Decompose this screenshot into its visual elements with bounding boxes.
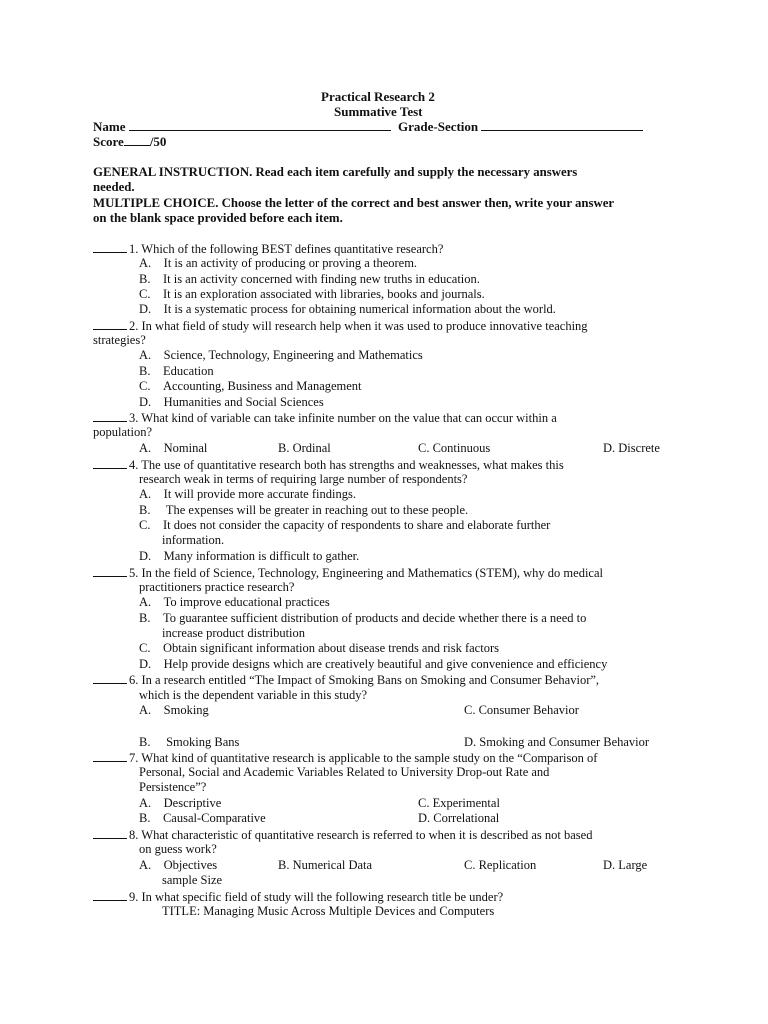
q1-choice-c: C. It is an exploration associated with libraries, books and journals. [139,287,485,301]
question-4 [93,457,564,473]
score-label: Score [93,134,124,149]
question-2 [93,318,588,334]
question-1-stem: 1. Which of the following BEST defines quantitative research? [129,242,444,256]
score-row [93,134,166,149]
q8-choice-b: B. Numerical Data [278,858,373,872]
question-9-title: TITLE: Managing Music Across Multiple Devices and Computers [162,904,495,918]
q5-choice-c: C. Obtain significant information about disease trends and risk factors [139,641,499,655]
question-3-stem-cont: population? [93,425,153,439]
question-2-stem: 2. In what field of study will research help when it was used to produce innovative teaching [129,319,588,333]
q4-choice-a: A. It will provide more accurate findings. [139,487,356,501]
q3-choice-a: A. Nominal [139,441,208,455]
q4-choice-c-cont: information. [162,533,225,547]
q1-choice-b: B. It is an activity concerned with finding new truths in education. [139,272,480,286]
question-3-stem: 3. What kind of variable can take infinite number on the value that can occur within a [129,411,557,425]
question-5 [93,565,603,581]
answer-blank-7[interactable] [93,750,127,762]
q4-choice-c: C. It does not consider the capacity of respondents to share and elaborate further [139,518,551,532]
name-label: Name [93,119,126,134]
question-8-stem: 8. What characteristic of quantitative research is referred to when it is described as not based [129,828,593,842]
multiple-choice-instruction: MULTIPLE CHOICE. Choose the letter of the correct and best answer then, write your answer [93,196,615,210]
answer-blank-6[interactable] [93,672,127,684]
question-8-stem-cont: on guess work? [139,842,217,856]
q7-choice-c: C. Experimental [418,796,500,810]
q5-choice-d: D. Help provide designs which are creatively beautiful and give convenience and efficiency [139,657,608,671]
question-7-stem-cont2: Persistence”? [139,780,207,794]
q6-choice-c: C. Consumer Behavior [464,703,579,717]
question-5-stem-cont: practitioners practice research? [139,580,295,594]
q7-choice-a: A. Descriptive [139,796,222,810]
question-4-stem-cont: research weak in terms of requiring large number of respondents? [139,472,468,486]
question-1 [93,241,443,257]
question-7-stem-cont: Personal, Social and Academic Variables Related to University Drop-out Rate and [139,765,550,779]
test-title: Practical Research 2 [321,89,435,104]
question-5-stem: 5. In the field of Science, Technology, Engineering and Mathematics (STEM), why do medical [129,566,603,580]
q6-choice-a: A. Smoking [139,703,209,717]
question-8 [93,827,592,843]
question-9 [93,889,503,905]
q2-choice-c: C. Accounting, Business and Management [139,379,362,393]
question-7 [93,750,597,766]
test-subtitle: Summative Test [334,104,423,119]
general-instruction: GENERAL INSTRUCTION. Read each item carefully and supply the necessary answers [93,165,578,179]
question-9-stem: 9. In what specific field of study will the following research title be under? [129,890,504,904]
general-instruction-cont: needed. [93,180,135,194]
q1-choice-a: A. It is an activity of producing or proving a theorem. [139,256,418,270]
q4-choice-d: D. Many information is difficult to gather. [139,549,360,563]
question-6-stem: 6. In a research entitled “The Impact of Smoking Bans on Smoking and Consumer Behavior”, [129,673,600,687]
answer-blank-2[interactable] [93,318,127,330]
q3-choice-c: C. Continuous [418,441,491,455]
question-6-stem-cont: which is the dependent variable in this study? [139,688,368,702]
question-7-stem: 7. What kind of quantitative research is applicable to the sample study on the “Comparison of [129,751,598,765]
q1-choice-d: D. It is a systematic process for obtaining numerical information about the world. [139,302,556,316]
q4-choice-b: B. The expenses will be greater in reaching out to these people. [139,503,469,517]
answer-blank-5[interactable] [93,565,127,577]
q8-choice-a: A. Objectives [139,858,218,872]
answer-blank-1[interactable] [93,241,127,253]
q5-choice-b-cont: increase product distribution [162,626,306,640]
q6-choice-d: D. Smoking and Consumer Behavior [464,735,650,749]
q3-choice-b: B. Ordinal [278,441,331,455]
question-2-stem-cont: strategies? [93,333,146,347]
q6-choice-b: B. Smoking Bans [139,735,240,749]
q2-choice-b: B. Education [139,364,214,378]
q3-choice-d: D. Discrete [603,441,660,455]
q2-choice-a: A. Science, Technology, Engineering and Mathematics [139,348,423,362]
score-total: /50 [149,134,167,149]
q8-choice-c: C. Replication [464,858,537,872]
q5-choice-a: A. To improve educational practices [139,595,330,609]
score-blank[interactable] [124,134,150,146]
answer-blank-9[interactable] [93,889,127,901]
question-6 [93,672,599,688]
answer-blank-8[interactable] [93,827,127,839]
q7-choice-b: B. Causal-Comparative [139,811,266,825]
question-4-stem: 4. The use of quantitative research both has strengths and weaknesses, what makes this [129,458,564,472]
grade-section-blank[interactable] [481,119,643,131]
q7-choice-d: D. Correlational [418,811,500,825]
answer-blank-3[interactable] [93,410,127,422]
name-row [93,119,643,134]
q2-choice-d: D. Humanities and Social Sciences [139,395,324,409]
grade-section-label: Grade-Section [398,119,479,134]
multiple-choice-instruction-cont: on the blank space provided before each item. [93,211,343,225]
question-3 [93,410,557,426]
q8-choice-d-cont: sample Size [162,873,223,887]
q5-choice-b: B. To guarantee sufficient distribution of products and decide whether there is a need to [139,611,587,625]
q8-choice-d: D. Large [603,858,648,872]
name-blank[interactable] [129,119,391,131]
answer-blank-4[interactable] [93,457,127,469]
